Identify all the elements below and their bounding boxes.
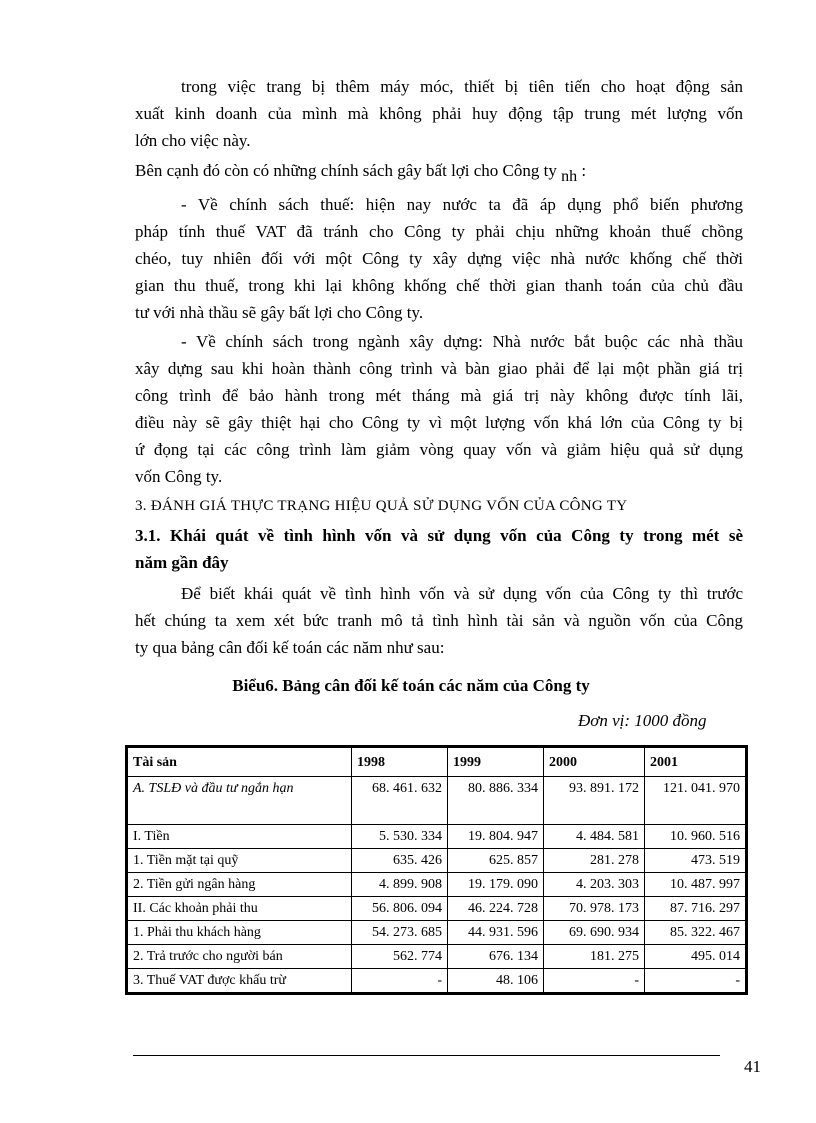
text-line: - Về chính sách thuế: hiện nay nước ta đã áp dụng phổ biến phương [181,195,743,214]
cell-value: 635. 426 [352,849,448,873]
footer-rule [133,1055,720,1056]
text-line: xây dựng sau khi hoàn thành công trình và bàn giao phải để lại một phần giá trị [135,359,743,378]
cell-value: - [645,969,746,993]
table-row [128,921,746,945]
cell-value: 69. 690. 934 [544,921,645,945]
text-line: vốn Công ty. [135,467,223,486]
text-line: - Về chính sách trong ngành xây dựng: Nhà nước bắt buộc các nhà thầu [181,332,743,351]
text-line: chéo, tuy nhiên đối với một Công ty xây dựng việc nhà nước khống chế thời [135,249,743,268]
text-line: lớn cho việc này. [135,131,251,150]
cell-value: 70. 978. 173 [544,897,645,921]
header-cell: 1999 [448,748,544,777]
cell-value: 46. 224. 728 [448,897,544,921]
row-label: 1. Phải thu khách hàng [128,921,352,945]
text-colon: : [577,161,587,180]
cell-value: 562. 774 [352,945,448,969]
text-line: công trình để bảo hành trong mét tháng mà giá trị này không được tính lãi, [135,386,743,405]
cell-value: 87. 716. 297 [645,897,746,921]
text-line: ty qua bảng cân đối kế toán các năm như sau: [135,638,445,657]
cell-value: 10. 487. 997 [645,873,746,897]
cell-value: 4. 203. 303 [544,873,645,897]
cell-value: 56. 806. 094 [352,897,448,921]
table-row [128,777,746,825]
text-line: Bên cạnh đó còn có những chính sách gây bất lợi cho Công ty [135,161,557,180]
row-label: 2. Tiền gửi ngân hàng [128,873,352,897]
cell-value: 281. 278 [544,849,645,873]
paragraph-disadvantages-intro [135,157,743,190]
row-label: I. Tiền [128,825,352,849]
table-title: Biểu6. Bảng cân đối kế toán các năm của Công ty [232,676,590,695]
paragraph-tax-policy [135,191,743,326]
cell-value: 5. 530. 334 [352,825,448,849]
cell-value: 68. 461. 632 [352,777,448,825]
cell-value: - [544,969,645,993]
text-line: trong việc trang bị thêm máy móc, thiết bị tiên tiến cho hoạt động sản [181,77,743,96]
header-cell: 2001 [645,748,746,777]
row-label: II. Các khoản phải thu [128,897,352,921]
table-row [128,849,746,873]
cell-value: 4. 484. 581 [544,825,645,849]
text-line: pháp tính thuế VAT đã tránh cho Công ty phải chịu những khoản thuế chồng [135,222,743,241]
cell-value: 80. 886. 334 [448,777,544,825]
row-label: A. TSLĐ và đầu tư ngắn hạn [128,777,352,825]
section-heading-3: 3. ĐÁNH GIÁ THỰC TRẠNG HIỆU QUẢ SỬ DỤNG VỐN CỦA CÔNG TY [135,498,628,514]
cell-value: 4. 899. 908 [352,873,448,897]
cell-value: 19. 804. 947 [448,825,544,849]
row-label: 3. Thuế VAT được khấu trừ [128,969,352,993]
cell-value: 85. 322. 467 [645,921,746,945]
header-cell: 2000 [544,748,645,777]
table-header-row [128,748,746,777]
paragraph-overview [135,580,743,661]
cell-value: 19. 179. 090 [448,873,544,897]
header-cell: 1998 [352,748,448,777]
cell-value: 44. 931. 596 [448,921,544,945]
table-row [128,897,746,921]
text-line: hết chúng ta xem xét bức tranh mô tả tình hình tài sản và nguồn vốn của Công [135,611,743,630]
cell-value: 121. 041. 970 [645,777,746,825]
text-line: điều này sẽ gây thiệt hại cho Công ty vì một lượng vốn khá lớn của Công ty bị [135,413,743,432]
section-heading-3-1 [135,522,743,576]
header-cell: Tài sản [128,748,352,777]
text-line: gian thu thuế, trong khi lại không khống chế thời gian thanh toán của chủ đầu [135,276,743,295]
table-row [128,825,746,849]
cell-value: 48. 106 [448,969,544,993]
balance-sheet-table [127,747,746,993]
text-line: tư với nhà thầu sẽ gây bất lợi cho Công ty. [135,303,424,322]
cell-value: 10. 960. 516 [645,825,746,849]
cell-value: 54. 273. 685 [352,921,448,945]
paragraph-equipment [135,73,743,154]
cell-value: 93. 891. 172 [544,777,645,825]
text-line: xuất kinh doanh của mình mà không phải huy động tập trung mét lượng vốn [135,104,743,123]
row-label: 2. Trả trước cho người bán [128,945,352,969]
text-line: ứ đọng tại các công trình làm giảm vòng quay vốn và giảm hiệu quả sử dụng [135,440,743,459]
table-row [128,969,746,993]
unit-label: Đơn vị: 1000 đồng [578,711,707,730]
cell-value: 625. 857 [448,849,544,873]
cell-value: 473. 519 [645,849,746,873]
cell-value: 676. 134 [448,945,544,969]
heading-line: 3.1. Khái quát về tình hình vốn và sử dụng vốn của Công ty trong mét sè [135,526,743,545]
page-number: 41 [744,1057,761,1076]
cell-value: 181. 275 [544,945,645,969]
cell-value: - [352,969,448,993]
paragraph-construction-policy [135,328,743,490]
table-row [128,873,746,897]
row-label: 1. Tiền mặt tại quỹ [128,849,352,873]
cell-value: 495. 014 [645,945,746,969]
table-row [128,945,746,969]
text-line: Để biết khái quát về tình hình vốn và sử dụng vốn của Công ty thì trước [181,584,743,603]
heading-line: năm gần đây [135,553,229,572]
subscript-text: nh [561,168,578,185]
